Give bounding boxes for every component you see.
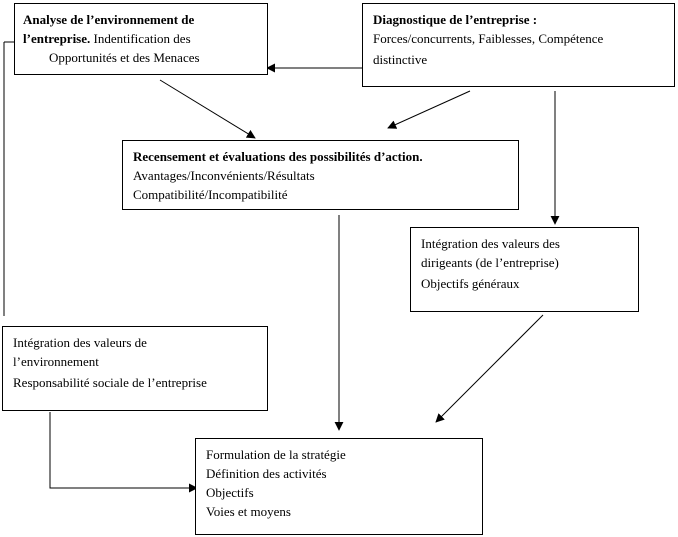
formulation-line1: Formulation de la stratégie (206, 447, 346, 462)
diagnostic-title: Diagnostique de l’entreprise : (373, 12, 538, 27)
environnement-line2: l’environnement (13, 354, 99, 369)
analyse-text-line2: Indentification des (90, 31, 191, 46)
environnement-line1: Intégration des valeurs de (13, 335, 147, 350)
arrow-analyse-to-recensement (160, 80, 255, 138)
dirigeants-line2: dirigeants (de l’entreprise) (421, 255, 559, 270)
arrow-diagnostic-to-recensement (388, 91, 470, 128)
analyse-text-line3: Opportunités et des Menaces (49, 50, 200, 65)
diagnostic-line3: distinctive (373, 52, 428, 67)
recensement-line3: Compatibilité/Incompatibilité (133, 187, 288, 202)
dirigeants-line3: Objectifs généraux (421, 276, 520, 291)
arrow-dirigeants-to-formulation (436, 315, 543, 422)
box-formulation-strategie (195, 438, 483, 535)
formulation-line2: Définition des activités (206, 466, 327, 481)
dirigeants-line1: Intégration des valeurs des (421, 236, 560, 251)
formulation-line4: Voies et moyens (206, 504, 291, 519)
recensement-title: Recensement et évaluations des possibilités d’action. (133, 149, 423, 164)
diagnostic-line2: Forces/concurrents, Faiblesses, Compétence (373, 31, 604, 46)
box-diagnostic-entreprise (362, 3, 675, 87)
formulation-line3: Objectifs (206, 485, 254, 500)
box-analyse-environnement (14, 3, 268, 75)
environnement-line3: Responsabilité sociale de l’entreprise (13, 375, 207, 390)
box-integration-dirigeants (410, 227, 639, 312)
analyse-title-line2: l’entreprise. (23, 31, 91, 46)
analyse-title-line1: Analyse de l’environnement de (23, 12, 195, 27)
box-recensement-possibilites (122, 140, 519, 210)
box-integration-environnement (2, 326, 268, 411)
arrow-environnement-to-formulation (50, 412, 197, 488)
recensement-line2: Avantages/Inconvénients/Résultats (133, 168, 315, 183)
